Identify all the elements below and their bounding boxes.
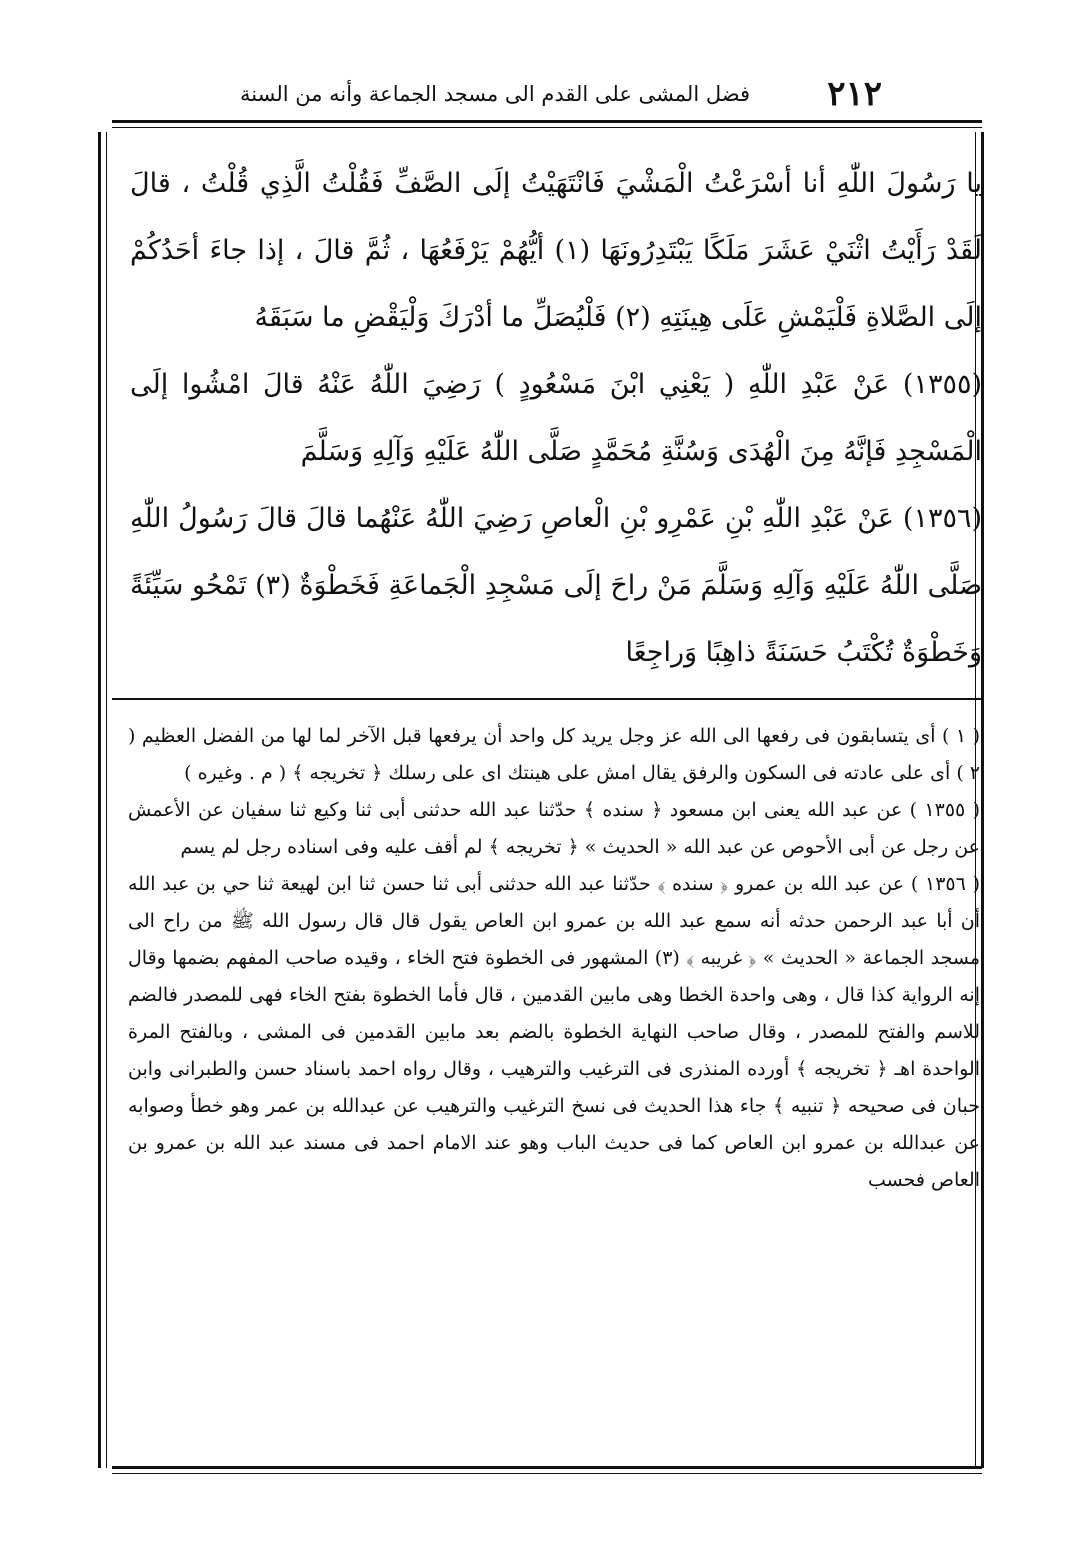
footnote-separator <box>112 698 982 700</box>
footnote-1356: ( ١٣٥٦ ) عن عبد الله بن عمرو ﴿ سنده ﴾ حدّثنا عبد الله حدثنى أبى ثنا حسن ثنا ابن لهيعة ثنا حي بن عبد الله أن أبا عبد الرحمن حدثه أنه سمع عبد الله بن عمرو ابن العاص يقول قال قال رسول الله ﷺ من راح الى مسجد الجماعة « الحديث » ﴿ غريبه ﴾ (٣) المشهور فى الخطوة فتح الخاء ، وقيده صاحب المفهم بضمها وقال إنه الرواية كذا قال ، وهى واحدة الخطا وهى مابين القدمين ، قال فأما الخطوة بفتح الخاء فهى للمصدر فالضم للاسم والفتح للمصدر ، وقال صاحب النهاية الخطوة بالضم بعد مابين القدمين فى المشى ، وبالفتح المرة الواحدة اهـ ﴿ تخريجه ﴾ أورده المنذرى فى الترغيب والترهيب ، وقال رواه احمد باسناد حسن والطبرانى وابن حبان فى صحيحه ﴿ تنبيه ﴾ جاء هذا الحديث فى نسخ الترغيب والترهيب عن عبدالله بن عمر وهو خطأ وصوابه عن عبدالله بن عمرو ابن العاص كما فى حديث الباب وهو عند الامام احمد فى مسند عبد الله بن عمرو بن العاص فحسب <box>128 873 980 1191</box>
footnote-1355: ( ١٣٥٥ ) عن عبد الله يعنى ابن مسعود ﴿ سنده ﴾ حدّثنا عبد الله حدثنى أبى ثنا وكيع ثنا سفيان عن الأعمش عن رجل عن أبى الأحوص عن عبد الله « الحديث » ﴿ تخريجه ﴾ لم أقف عليه وفى اسناده رجل لم يسم <box>128 799 980 858</box>
frame-inner-left <box>106 132 107 1468</box>
footnote-1-2: ( ١ ) أى يتسابقون فى رفعها الى الله عز وجل يريد كل واحد أن يرفعها قبل الآخر لما لها من الفضل العظيم ( ٢ ) أى على عادته فى السكون والرفق يقال امش على هينتك اى على رسلك ﴿ تخريجه ﴾ ( م . وغيره ) <box>128 725 981 784</box>
main-paragraph: يا رَسُولَ اللّٰهِ أنا أسْرَعْتُ الْمَشْيَ فَانْتَهَيْتُ إلَى الصَّفِّ فَقُلْتُ الَّذِي قُلْتُ ، قالَ لَقَدْ رَأَيْتُ اثْنَيْ عَشَرَ مَلَكًا يَبْتَدِرُونَهَا (١) أيُّهُمْ يَرْفَعُهَا ، ثُمَّ قالَ ، إذا جاءَ أحَدُكُمْ إلَى الصَّلاةِ فَلْيَمْشِ عَلَى هِينَتِهِ (٢) فَلْيُصَلِّ ما أدْرَكَ وَلْيَقْضِ ما سَبَقَهُ <box>130 168 983 333</box>
page-header <box>240 70 882 118</box>
header-rule-thin <box>112 127 982 128</box>
running-title: فضل المشى على القدم الى مسجد الجماعة وأنه من السنة <box>240 82 750 106</box>
footer-rule-thick <box>112 1466 982 1469</box>
hadith-1356: (١٣٥٦) عَنْ عَبْدِ اللّٰهِ بْنِ عَمْرِو بْنِ الْعاصِ رَضِيَ اللّٰهُ عَنْهُما قالَ قالَ رَسُولُ اللّٰهِ صَلَّى اللّٰهُ عَلَيْهِ وَآلِهِ وَسَلَّمَ مَنْ راحَ إلَى مَسْجِدِ الْجَماعَةِ فَخَطْوَةٌ (٣) تَمْحُو سَيِّئَةً وَخَطْوَةٌ تُكْتَبُ حَسَنَةً ذاهِبًا وَراجِعًا <box>130 503 983 668</box>
header-rule-thick <box>112 120 982 123</box>
page-number: ٢١٢ <box>827 74 882 114</box>
footnotes <box>128 718 980 1199</box>
main-text <box>130 150 982 686</box>
footer-rule-thin <box>112 1473 982 1474</box>
hadith-1355: (١٣٥٥) عَنْ عَبْدِ اللّٰهِ ( يَعْنِي ابْنَ مَسْعُودٍ ) رَضِيَ اللّٰهُ عَنْهُ قالَ امْشُوا إلَى الْمَسْجِدِ فَإنَّهُ مِنَ الْهُدَى وَسُنَّةِ مُحَمَّدٍ صَلَّى اللّٰهُ عَلَيْهِ وَآلِهِ وَسَلَّمَ <box>130 369 982 467</box>
